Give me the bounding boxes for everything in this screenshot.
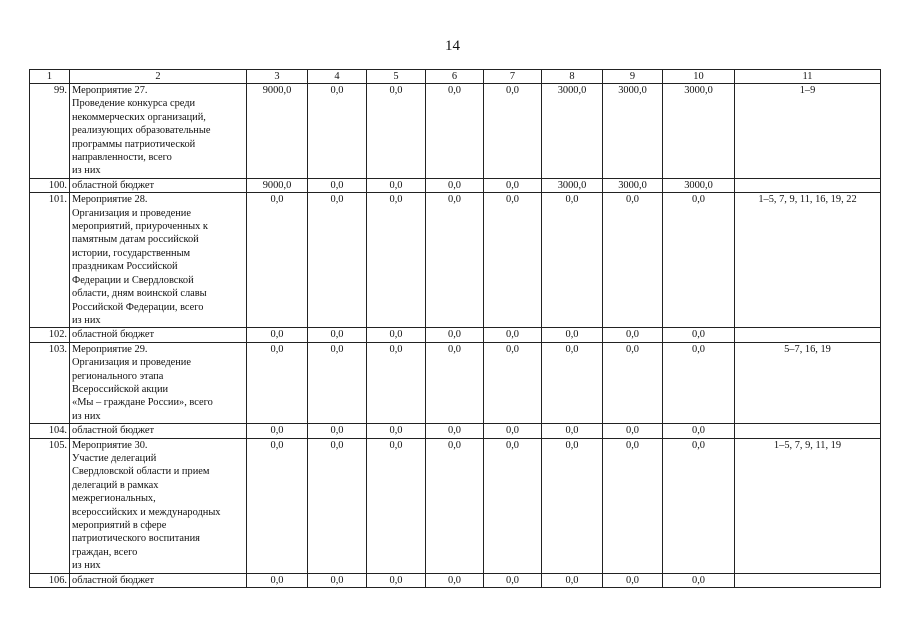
funding-value: 0,0 xyxy=(484,424,542,438)
funding-value: 9000,0 xyxy=(247,178,308,192)
funding-value: 0,0 xyxy=(603,424,663,438)
funding-value: 0,0 xyxy=(367,424,426,438)
funding-value: 9000,0 xyxy=(247,84,308,179)
activity-description: областной бюджет xyxy=(70,424,247,438)
funding-value: 0,0 xyxy=(542,424,603,438)
table-row xyxy=(30,84,881,179)
funding-value: 0,0 xyxy=(603,328,663,342)
target-indicators: 5–7, 16, 19 xyxy=(735,342,881,423)
column-header: 9 xyxy=(603,70,663,84)
row-number: 102. xyxy=(30,328,70,342)
funding-value: 0,0 xyxy=(542,328,603,342)
activity-description: Мероприятие 28. Организация и проведение мероприятий, приуроченных к памятным датам российской истории, государственным праздникам Российской Федерации и Свердловской области, дням воинской славы Российской Федерации, всего из них xyxy=(70,193,247,328)
funding-value: 0,0 xyxy=(663,193,735,328)
funding-value: 3000,0 xyxy=(663,178,735,192)
activity-description: областной бюджет xyxy=(70,178,247,192)
activity-description: Мероприятие 30. Участие делегаций Свердловской области и прием делегаций в рамках межрегиональных, всероссийских и международных мероприятий в сфере патриотического воспитания граждан, всего из них xyxy=(70,438,247,573)
funding-value: 3000,0 xyxy=(663,84,735,179)
activity-description: областной бюджет xyxy=(70,328,247,342)
target-indicators: 1–5, 7, 9, 11, 16, 19, 22 xyxy=(735,193,881,328)
funding-value: 0,0 xyxy=(426,424,484,438)
funding-value: 0,0 xyxy=(247,424,308,438)
funding-value: 0,0 xyxy=(426,342,484,423)
funding-value: 0,0 xyxy=(484,573,542,587)
column-header: 1 xyxy=(30,70,70,84)
funding-value: 3000,0 xyxy=(542,84,603,179)
funding-value: 0,0 xyxy=(603,342,663,423)
funding-value: 0,0 xyxy=(247,193,308,328)
funding-value: 0,0 xyxy=(367,342,426,423)
funding-value: 0,0 xyxy=(367,193,426,328)
funding-value: 0,0 xyxy=(308,193,367,328)
funding-value: 0,0 xyxy=(308,84,367,179)
funding-value: 0,0 xyxy=(426,178,484,192)
funding-value: 0,0 xyxy=(603,193,663,328)
funding-value: 0,0 xyxy=(663,438,735,573)
row-number: 105. xyxy=(30,438,70,573)
activity-description: Мероприятие 29. Организация и проведение регионального этапа Всероссийской акции «Мы – граждане России», всего из них xyxy=(70,342,247,423)
target-indicators: 1–5, 7, 9, 11, 19 xyxy=(735,438,881,573)
target-indicators: 1–9 xyxy=(735,84,881,179)
row-number: 104. xyxy=(30,424,70,438)
funding-value: 0,0 xyxy=(542,573,603,587)
funding-value: 0,0 xyxy=(542,438,603,573)
funding-value: 0,0 xyxy=(484,178,542,192)
row-number: 100. xyxy=(30,178,70,192)
funding-value: 0,0 xyxy=(603,438,663,573)
table-row xyxy=(30,424,881,438)
target-indicators xyxy=(735,424,881,438)
table-row xyxy=(30,178,881,192)
funding-value: 0,0 xyxy=(663,328,735,342)
funding-value: 0,0 xyxy=(247,438,308,573)
column-header: 3 xyxy=(247,70,308,84)
table-row xyxy=(30,328,881,342)
funding-value: 0,0 xyxy=(367,178,426,192)
funding-value: 3000,0 xyxy=(542,178,603,192)
row-number: 99. xyxy=(30,84,70,179)
column-header: 8 xyxy=(542,70,603,84)
activity-description: областной бюджет xyxy=(70,573,247,587)
funding-value: 0,0 xyxy=(367,438,426,573)
page-number: 14 xyxy=(445,38,460,54)
column-header: 11 xyxy=(735,70,881,84)
funding-value: 0,0 xyxy=(367,328,426,342)
funding-value: 0,0 xyxy=(308,424,367,438)
funding-value: 0,0 xyxy=(367,573,426,587)
funding-value: 0,0 xyxy=(663,573,735,587)
funding-value: 0,0 xyxy=(484,193,542,328)
funding-value: 0,0 xyxy=(426,573,484,587)
target-indicators xyxy=(735,178,881,192)
column-header: 2 xyxy=(70,70,247,84)
column-header: 6 xyxy=(426,70,484,84)
table-row xyxy=(30,193,881,328)
funding-value: 0,0 xyxy=(426,328,484,342)
column-header: 10 xyxy=(663,70,735,84)
funding-value: 0,0 xyxy=(247,573,308,587)
funding-value: 0,0 xyxy=(484,84,542,179)
funding-value: 0,0 xyxy=(603,573,663,587)
table-row xyxy=(30,342,881,423)
funding-value: 0,0 xyxy=(308,573,367,587)
funding-value: 0,0 xyxy=(308,328,367,342)
funding-value: 0,0 xyxy=(542,193,603,328)
funding-value: 0,0 xyxy=(484,342,542,423)
funding-value: 0,0 xyxy=(426,438,484,573)
activity-description: Мероприятие 27. Проведение конкурса среди некоммерческих организаций, реализующих образовательные программы патриотической направленности, всего из них xyxy=(70,84,247,179)
funding-value: 0,0 xyxy=(542,342,603,423)
funding-value: 0,0 xyxy=(247,342,308,423)
funding-value: 0,0 xyxy=(426,84,484,179)
funding-value: 0,0 xyxy=(308,438,367,573)
funding-value: 3000,0 xyxy=(603,84,663,179)
funding-value: 0,0 xyxy=(663,342,735,423)
funding-value: 0,0 xyxy=(308,342,367,423)
funding-value: 0,0 xyxy=(247,328,308,342)
column-header: 4 xyxy=(308,70,367,84)
row-number: 106. xyxy=(30,573,70,587)
row-number: 101. xyxy=(30,193,70,328)
column-header: 7 xyxy=(484,70,542,84)
funding-value: 0,0 xyxy=(663,424,735,438)
funding-value: 0,0 xyxy=(308,178,367,192)
funding-value: 0,0 xyxy=(484,438,542,573)
funding-value: 0,0 xyxy=(426,193,484,328)
funding-value: 0,0 xyxy=(367,84,426,179)
funding-value: 0,0 xyxy=(484,328,542,342)
row-number: 103. xyxy=(30,342,70,423)
budget-table xyxy=(29,69,881,588)
target-indicators xyxy=(735,573,881,587)
funding-value: 3000,0 xyxy=(603,178,663,192)
table-row xyxy=(30,438,881,573)
target-indicators xyxy=(735,328,881,342)
column-header: 5 xyxy=(367,70,426,84)
table-row xyxy=(30,573,881,587)
header-row xyxy=(30,70,881,84)
